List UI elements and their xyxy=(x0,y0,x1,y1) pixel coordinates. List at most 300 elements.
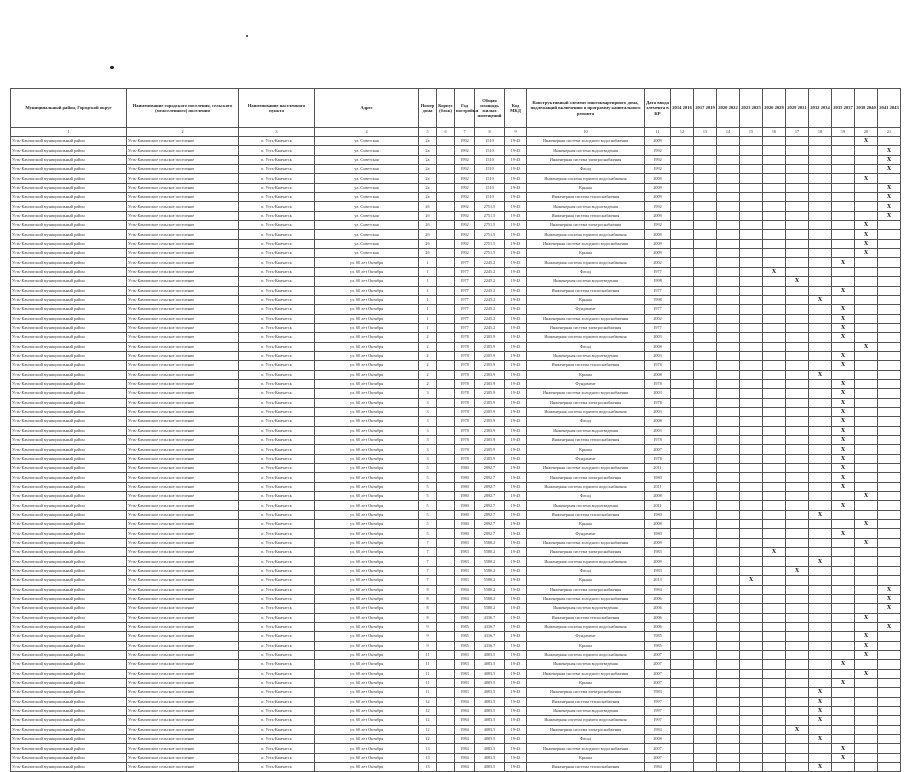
table-cell: 2009 xyxy=(645,183,671,192)
period-cell xyxy=(855,295,878,304)
table-row xyxy=(11,295,901,304)
table-cell: п. Усть-Камчатск xyxy=(239,202,315,211)
period-cell xyxy=(671,314,694,323)
table-cell: п. Усть-Камчатск xyxy=(239,594,315,603)
table-cell: п. Усть-Камчатск xyxy=(239,277,315,286)
period-cell xyxy=(832,370,855,379)
table-cell: 1978 xyxy=(455,454,475,463)
table-cell: Усть-Камчатское сельское поселение xyxy=(127,398,239,407)
period-cell xyxy=(809,454,832,463)
period-cell xyxy=(694,165,717,174)
period-cell xyxy=(855,576,878,585)
period-cell xyxy=(763,398,786,407)
period-cell xyxy=(786,763,809,772)
table-cell: 2003 xyxy=(645,426,671,435)
table-cell: Крыша xyxy=(527,576,645,585)
period-cell: X xyxy=(832,426,855,435)
table-cell: Инженерная система горячего водоснабжения xyxy=(527,174,645,183)
table-cell: Усть-Камчатское сельское поселение xyxy=(127,529,239,538)
period-cell xyxy=(786,557,809,566)
period-cell xyxy=(717,641,740,650)
period-cell xyxy=(717,576,740,585)
table-cell: Усть-Камчатское сельское поселение xyxy=(127,632,239,641)
period-cell xyxy=(786,305,809,314)
period-cell: X xyxy=(832,398,855,407)
table-cell: 19-43 xyxy=(505,660,527,669)
table-cell: 3 xyxy=(419,389,437,398)
table-cell: 19-43 xyxy=(505,295,527,304)
table-cell: п. Усть-Камчатск xyxy=(239,735,315,744)
table-cell: 1985 xyxy=(455,632,475,641)
table-cell: ул. 60 лет Октября xyxy=(315,594,419,603)
period-cell xyxy=(832,585,855,594)
period-cell xyxy=(671,295,694,304)
period-cell xyxy=(717,445,740,454)
period-cell xyxy=(878,277,901,286)
table-cell: Усть-Камчатский муниципальный район xyxy=(11,398,127,407)
period-cell xyxy=(809,183,832,192)
column-header: Дата ввода элемента в КР xyxy=(645,89,671,128)
table-cell: ул. 60 лет Октября xyxy=(315,258,419,267)
table-cell: 19-43 xyxy=(505,239,527,248)
table-cell: 19-43 xyxy=(505,211,527,220)
table-cell: 1978 xyxy=(455,436,475,445)
period-cell xyxy=(786,174,809,183)
table-cell: п. Усть-Камчатск xyxy=(239,221,315,230)
table-cell: 2892.7 xyxy=(475,529,505,538)
table-cell: 2007 xyxy=(645,445,671,454)
period-cell xyxy=(809,202,832,211)
period-cell xyxy=(763,351,786,360)
table-cell: Усть-Камчатский муниципальный район xyxy=(11,641,127,650)
period-cell xyxy=(855,267,878,276)
period-cell xyxy=(878,650,901,659)
column-header: 2023 2025 xyxy=(740,89,763,128)
table-cell: 19-43 xyxy=(505,361,527,370)
table-cell: 9 xyxy=(419,641,437,650)
period-cell xyxy=(740,314,763,323)
period-cell xyxy=(694,351,717,360)
table-cell: 1992 xyxy=(455,211,475,220)
period-cell xyxy=(763,389,786,398)
period-cell xyxy=(671,529,694,538)
table-cell: Инженерная система теплоснабжения xyxy=(527,361,645,370)
period-cell: X xyxy=(809,370,832,379)
table-cell: Фасад xyxy=(527,566,645,575)
period-cell xyxy=(786,744,809,753)
table-cell: Инженерная система водоотведения xyxy=(527,426,645,435)
table-cell: 1978 xyxy=(455,379,475,388)
column-number: 12 xyxy=(671,128,694,137)
table-cell: п. Усть-Камчатск xyxy=(239,267,315,276)
table-cell: 1992 xyxy=(645,155,671,164)
table-cell: п. Усть-Камчатск xyxy=(239,417,315,426)
table-row xyxy=(11,155,901,164)
table-cell: 1978 xyxy=(455,361,475,370)
period-cell: X xyxy=(809,735,832,744)
table-cell xyxy=(437,407,455,416)
table-cell: п. Усть-Камчатск xyxy=(239,370,315,379)
table-cell: 1 xyxy=(419,286,437,295)
table-cell: Фасад xyxy=(527,342,645,351)
period-cell xyxy=(763,193,786,202)
period-cell xyxy=(878,333,901,342)
table-cell: ул. Советская xyxy=(315,239,419,248)
table-cell xyxy=(437,725,455,734)
table-cell: 3 xyxy=(419,436,437,445)
period-cell xyxy=(832,239,855,248)
table-cell xyxy=(437,566,455,575)
period-cell xyxy=(694,239,717,248)
period-cell xyxy=(878,417,901,426)
table-cell: 1977 xyxy=(645,305,671,314)
table-cell: 1980 xyxy=(645,473,671,482)
period-cell xyxy=(717,669,740,678)
table-cell: Усть-Камчатское сельское поселение xyxy=(127,342,239,351)
period-cell xyxy=(740,193,763,202)
table-cell xyxy=(437,379,455,388)
period-cell xyxy=(740,744,763,753)
table-cell: 5 xyxy=(419,482,437,491)
table-cell: 2а xyxy=(419,174,437,183)
period-cell xyxy=(855,202,878,211)
table-cell: п. Усть-Камчатск xyxy=(239,407,315,416)
period-cell xyxy=(694,501,717,510)
table-cell: 12 xyxy=(419,735,437,744)
period-cell xyxy=(786,333,809,342)
table-cell: Усть-Камчатское сельское поселение xyxy=(127,464,239,473)
period-cell xyxy=(809,155,832,164)
table-cell: 1984 xyxy=(455,753,475,762)
table-cell: 2009 xyxy=(645,211,671,220)
period-cell xyxy=(763,258,786,267)
period-cell xyxy=(855,706,878,715)
column-number: 13 xyxy=(694,128,717,137)
period-cell xyxy=(717,473,740,482)
period-cell: X xyxy=(878,183,901,192)
table-cell: Усть-Камчатский муниципальный район xyxy=(11,417,127,426)
period-cell xyxy=(878,464,901,473)
period-cell xyxy=(832,763,855,772)
table-cell: ул. 60 лет Октября xyxy=(315,482,419,491)
table-cell: 2011 xyxy=(645,501,671,510)
table-cell: Усть-Камчатское сельское поселение xyxy=(127,660,239,669)
table-cell: Усть-Камчатский муниципальный район xyxy=(11,174,127,183)
table-cell: 5580.2 xyxy=(475,538,505,547)
table-cell: 13 xyxy=(419,763,437,772)
period-cell xyxy=(740,501,763,510)
table-cell: 2245.2 xyxy=(475,277,505,286)
period-cell xyxy=(786,632,809,641)
table-cell: 5 xyxy=(419,492,437,501)
table-cell: Усть-Камчатское сельское поселение xyxy=(127,697,239,706)
period-cell xyxy=(809,146,832,155)
period-cell xyxy=(763,557,786,566)
table-row xyxy=(11,473,901,482)
table-cell: Усть-Камчатское сельское поселение xyxy=(127,370,239,379)
period-cell xyxy=(717,277,740,286)
period-cell xyxy=(671,538,694,547)
period-cell: X xyxy=(855,613,878,622)
period-cell: X xyxy=(878,604,901,613)
period-cell xyxy=(763,146,786,155)
period-cell xyxy=(717,622,740,631)
period-cell xyxy=(763,165,786,174)
period-cell xyxy=(763,417,786,426)
table-row xyxy=(11,650,901,659)
table-cell: 1998 xyxy=(645,277,671,286)
period-cell xyxy=(786,258,809,267)
table-cell: Усть-Камчатский муниципальный район xyxy=(11,604,127,613)
period-cell xyxy=(671,183,694,192)
period-cell xyxy=(809,548,832,557)
table-cell: Инженерная система электроснабжения xyxy=(527,398,645,407)
table-cell: п. Усть-Камчатск xyxy=(239,669,315,678)
period-cell xyxy=(717,426,740,435)
period-cell xyxy=(855,426,878,435)
column-header: Адрес xyxy=(315,89,419,128)
period-cell xyxy=(694,454,717,463)
period-cell xyxy=(717,529,740,538)
table-cell: п. Усть-Камчатск xyxy=(239,725,315,734)
table-row xyxy=(11,594,901,603)
table-cell: 2а xyxy=(419,165,437,174)
period-cell xyxy=(740,137,763,146)
period-cell xyxy=(694,613,717,622)
table-cell: п. Усть-Камчатск xyxy=(239,146,315,155)
table-cell xyxy=(437,529,455,538)
table-header-row xyxy=(11,89,901,128)
period-cell xyxy=(694,688,717,697)
table-cell: 3 xyxy=(419,407,437,416)
table-row xyxy=(11,641,901,650)
table-cell: Инженерная система теплоснабжения xyxy=(527,211,645,220)
table-cell: Инженерная система водоотведения xyxy=(527,604,645,613)
table-cell: 2305.9 xyxy=(475,417,505,426)
table-cell: п. Усть-Камчатск xyxy=(239,183,315,192)
table-cell: 19-43 xyxy=(505,557,527,566)
period-cell xyxy=(832,669,855,678)
period-cell xyxy=(694,650,717,659)
period-cell xyxy=(694,725,717,734)
table-cell: 19-43 xyxy=(505,688,527,697)
period-cell xyxy=(740,379,763,388)
table-cell: 1983 xyxy=(455,688,475,697)
period-cell xyxy=(671,464,694,473)
table-cell: 2006 xyxy=(645,613,671,622)
table-row xyxy=(11,436,901,445)
table-row xyxy=(11,389,901,398)
period-cell xyxy=(717,258,740,267)
period-cell xyxy=(878,370,901,379)
table-cell: Усть-Камчатский муниципальный район xyxy=(11,305,127,314)
period-cell: X xyxy=(832,305,855,314)
table-cell: Инженерная система теплоснабжения xyxy=(527,436,645,445)
period-cell xyxy=(878,342,901,351)
table-cell: п. Усть-Камчатск xyxy=(239,379,315,388)
table-cell: Усть-Камчатский муниципальный район xyxy=(11,193,127,202)
table-cell: Инженерная система холодного водоснабжения xyxy=(527,137,645,146)
period-cell xyxy=(740,295,763,304)
period-cell xyxy=(786,576,809,585)
table-cell: Усть-Камчатское сельское поселение xyxy=(127,165,239,174)
table-cell: 5580.2 xyxy=(475,604,505,613)
table-cell: 1983 xyxy=(455,538,475,547)
table-cell: Усть-Камчатский муниципальный район xyxy=(11,202,127,211)
table-cell: 2245.2 xyxy=(475,258,505,267)
table-cell: 19-43 xyxy=(505,632,527,641)
table-cell: Инженерная система электроснабжения xyxy=(527,473,645,482)
table-cell: Инженерная система водоотведения xyxy=(527,660,645,669)
period-cell xyxy=(832,613,855,622)
period-cell xyxy=(878,436,901,445)
period-cell xyxy=(763,669,786,678)
period-cell xyxy=(671,389,694,398)
table-cell: 2245.2 xyxy=(475,295,505,304)
table-cell: 1985 xyxy=(645,641,671,650)
table-cell: Усть-Камчатское сельское поселение xyxy=(127,566,239,575)
period-cell: X xyxy=(855,650,878,659)
table-cell: 19-43 xyxy=(505,146,527,155)
period-cell xyxy=(786,688,809,697)
table-cell: 2008 xyxy=(645,735,671,744)
table-cell: Усть-Камчатский муниципальный район xyxy=(11,594,127,603)
table-cell: 19-43 xyxy=(505,342,527,351)
period-cell xyxy=(671,632,694,641)
table-cell: 1980 xyxy=(455,464,475,473)
table-cell: ул. 60 лет Октября xyxy=(315,576,419,585)
table-row xyxy=(11,146,901,155)
table-cell: 1977 xyxy=(455,258,475,267)
table-cell: 2305.9 xyxy=(475,379,505,388)
period-cell xyxy=(786,183,809,192)
period-cell xyxy=(740,492,763,501)
table-row xyxy=(11,660,901,669)
table-cell: 19-43 xyxy=(505,641,527,650)
table-cell: 2305.9 xyxy=(475,389,505,398)
table-cell: ул. 60 лет Октября xyxy=(315,407,419,416)
period-cell xyxy=(694,548,717,557)
table-cell: Усть-Камчатское сельское поселение xyxy=(127,492,239,501)
period-cell: X xyxy=(855,342,878,351)
table-cell: 2002 xyxy=(645,314,671,323)
table-cell: 19-43 xyxy=(505,678,527,687)
table-cell: Усть-Камчатское сельское поселение xyxy=(127,520,239,529)
period-cell xyxy=(717,193,740,202)
table-row xyxy=(11,510,901,519)
period-cell xyxy=(786,249,809,258)
table-cell: 1992 xyxy=(455,146,475,155)
table-cell: Усть-Камчатское сельское поселение xyxy=(127,239,239,248)
period-cell: X xyxy=(763,548,786,557)
table-cell: Инженерная система горячего водоснабжения xyxy=(527,333,645,342)
table-cell: Усть-Камчатский муниципальный район xyxy=(11,165,127,174)
table-cell: Усть-Камчатское сельское поселение xyxy=(127,277,239,286)
table-cell: Усть-Камчатский муниципальный район xyxy=(11,230,127,239)
table-cell: 19-43 xyxy=(505,183,527,192)
table-row xyxy=(11,464,901,473)
table-cell: 1992 xyxy=(645,202,671,211)
column-header: 2014 2016 xyxy=(671,89,694,128)
table-cell: ул. Советская xyxy=(315,155,419,164)
period-cell xyxy=(809,221,832,230)
period-cell xyxy=(786,221,809,230)
table-cell: Инженерная система горячего водоснабжения xyxy=(527,407,645,416)
period-cell xyxy=(878,361,901,370)
table-cell: Усть-Камчатское сельское поселение xyxy=(127,641,239,650)
table-cell: п. Усть-Камчатск xyxy=(239,660,315,669)
period-cell: X xyxy=(855,230,878,239)
table-cell: ул. 60 лет Октября xyxy=(315,688,419,697)
period-cell xyxy=(786,492,809,501)
period-cell xyxy=(786,193,809,202)
period-cell xyxy=(694,277,717,286)
table-cell: п. Усть-Камчатск xyxy=(239,361,315,370)
table-cell xyxy=(437,650,455,659)
period-cell xyxy=(855,454,878,463)
table-cell: ул. 60 лет Октября xyxy=(315,632,419,641)
table-cell: 2 xyxy=(419,342,437,351)
period-cell xyxy=(717,183,740,192)
table-cell: 5580.2 xyxy=(475,594,505,603)
period-cell xyxy=(694,155,717,164)
table-cell: 1992 xyxy=(645,221,671,230)
period-cell xyxy=(855,146,878,155)
table-cell: Усть-Камчатский муниципальный район xyxy=(11,548,127,557)
period-cell: X xyxy=(832,379,855,388)
table-cell: 1992 xyxy=(455,221,475,230)
period-cell xyxy=(878,753,901,762)
period-cell xyxy=(717,417,740,426)
table-cell: 2б xyxy=(419,239,437,248)
table-cell: 19-43 xyxy=(505,305,527,314)
table-cell: 4083.5 xyxy=(475,660,505,669)
table-cell: 4083.5 xyxy=(475,725,505,734)
table-cell: 1998 xyxy=(645,295,671,304)
table-cell: 1984 xyxy=(645,763,671,772)
period-cell xyxy=(740,445,763,454)
table-cell: Усть-Камчатский муниципальный район xyxy=(11,669,127,678)
table-cell: 19-43 xyxy=(505,202,527,211)
table-row xyxy=(11,678,901,687)
period-cell xyxy=(740,407,763,416)
period-cell xyxy=(786,660,809,669)
table-cell: 1984 xyxy=(455,585,475,594)
table-cell: 19-43 xyxy=(505,174,527,183)
table-cell: 19-43 xyxy=(505,520,527,529)
table-cell: п. Усть-Камчатск xyxy=(239,389,315,398)
period-cell: X xyxy=(786,277,809,286)
table-row xyxy=(11,445,901,454)
period-cell: X xyxy=(832,473,855,482)
period-cell xyxy=(717,632,740,641)
table-row xyxy=(11,538,901,547)
table-cell: п. Усть-Камчатск xyxy=(239,473,315,482)
period-cell xyxy=(671,641,694,650)
period-cell: X xyxy=(878,622,901,631)
table-cell: Инженерная система электроснабжения xyxy=(527,725,645,734)
period-cell xyxy=(809,678,832,687)
table-cell: п. Усть-Камчатск xyxy=(239,342,315,351)
table-row xyxy=(11,557,901,566)
period-cell xyxy=(786,445,809,454)
table-cell xyxy=(437,258,455,267)
table-cell: п. Усть-Камчатск xyxy=(239,613,315,622)
table-cell xyxy=(437,165,455,174)
table-cell: Усть-Камчатский муниципальный район xyxy=(11,492,127,501)
table-cell: 1980 xyxy=(455,482,475,491)
period-cell xyxy=(694,482,717,491)
